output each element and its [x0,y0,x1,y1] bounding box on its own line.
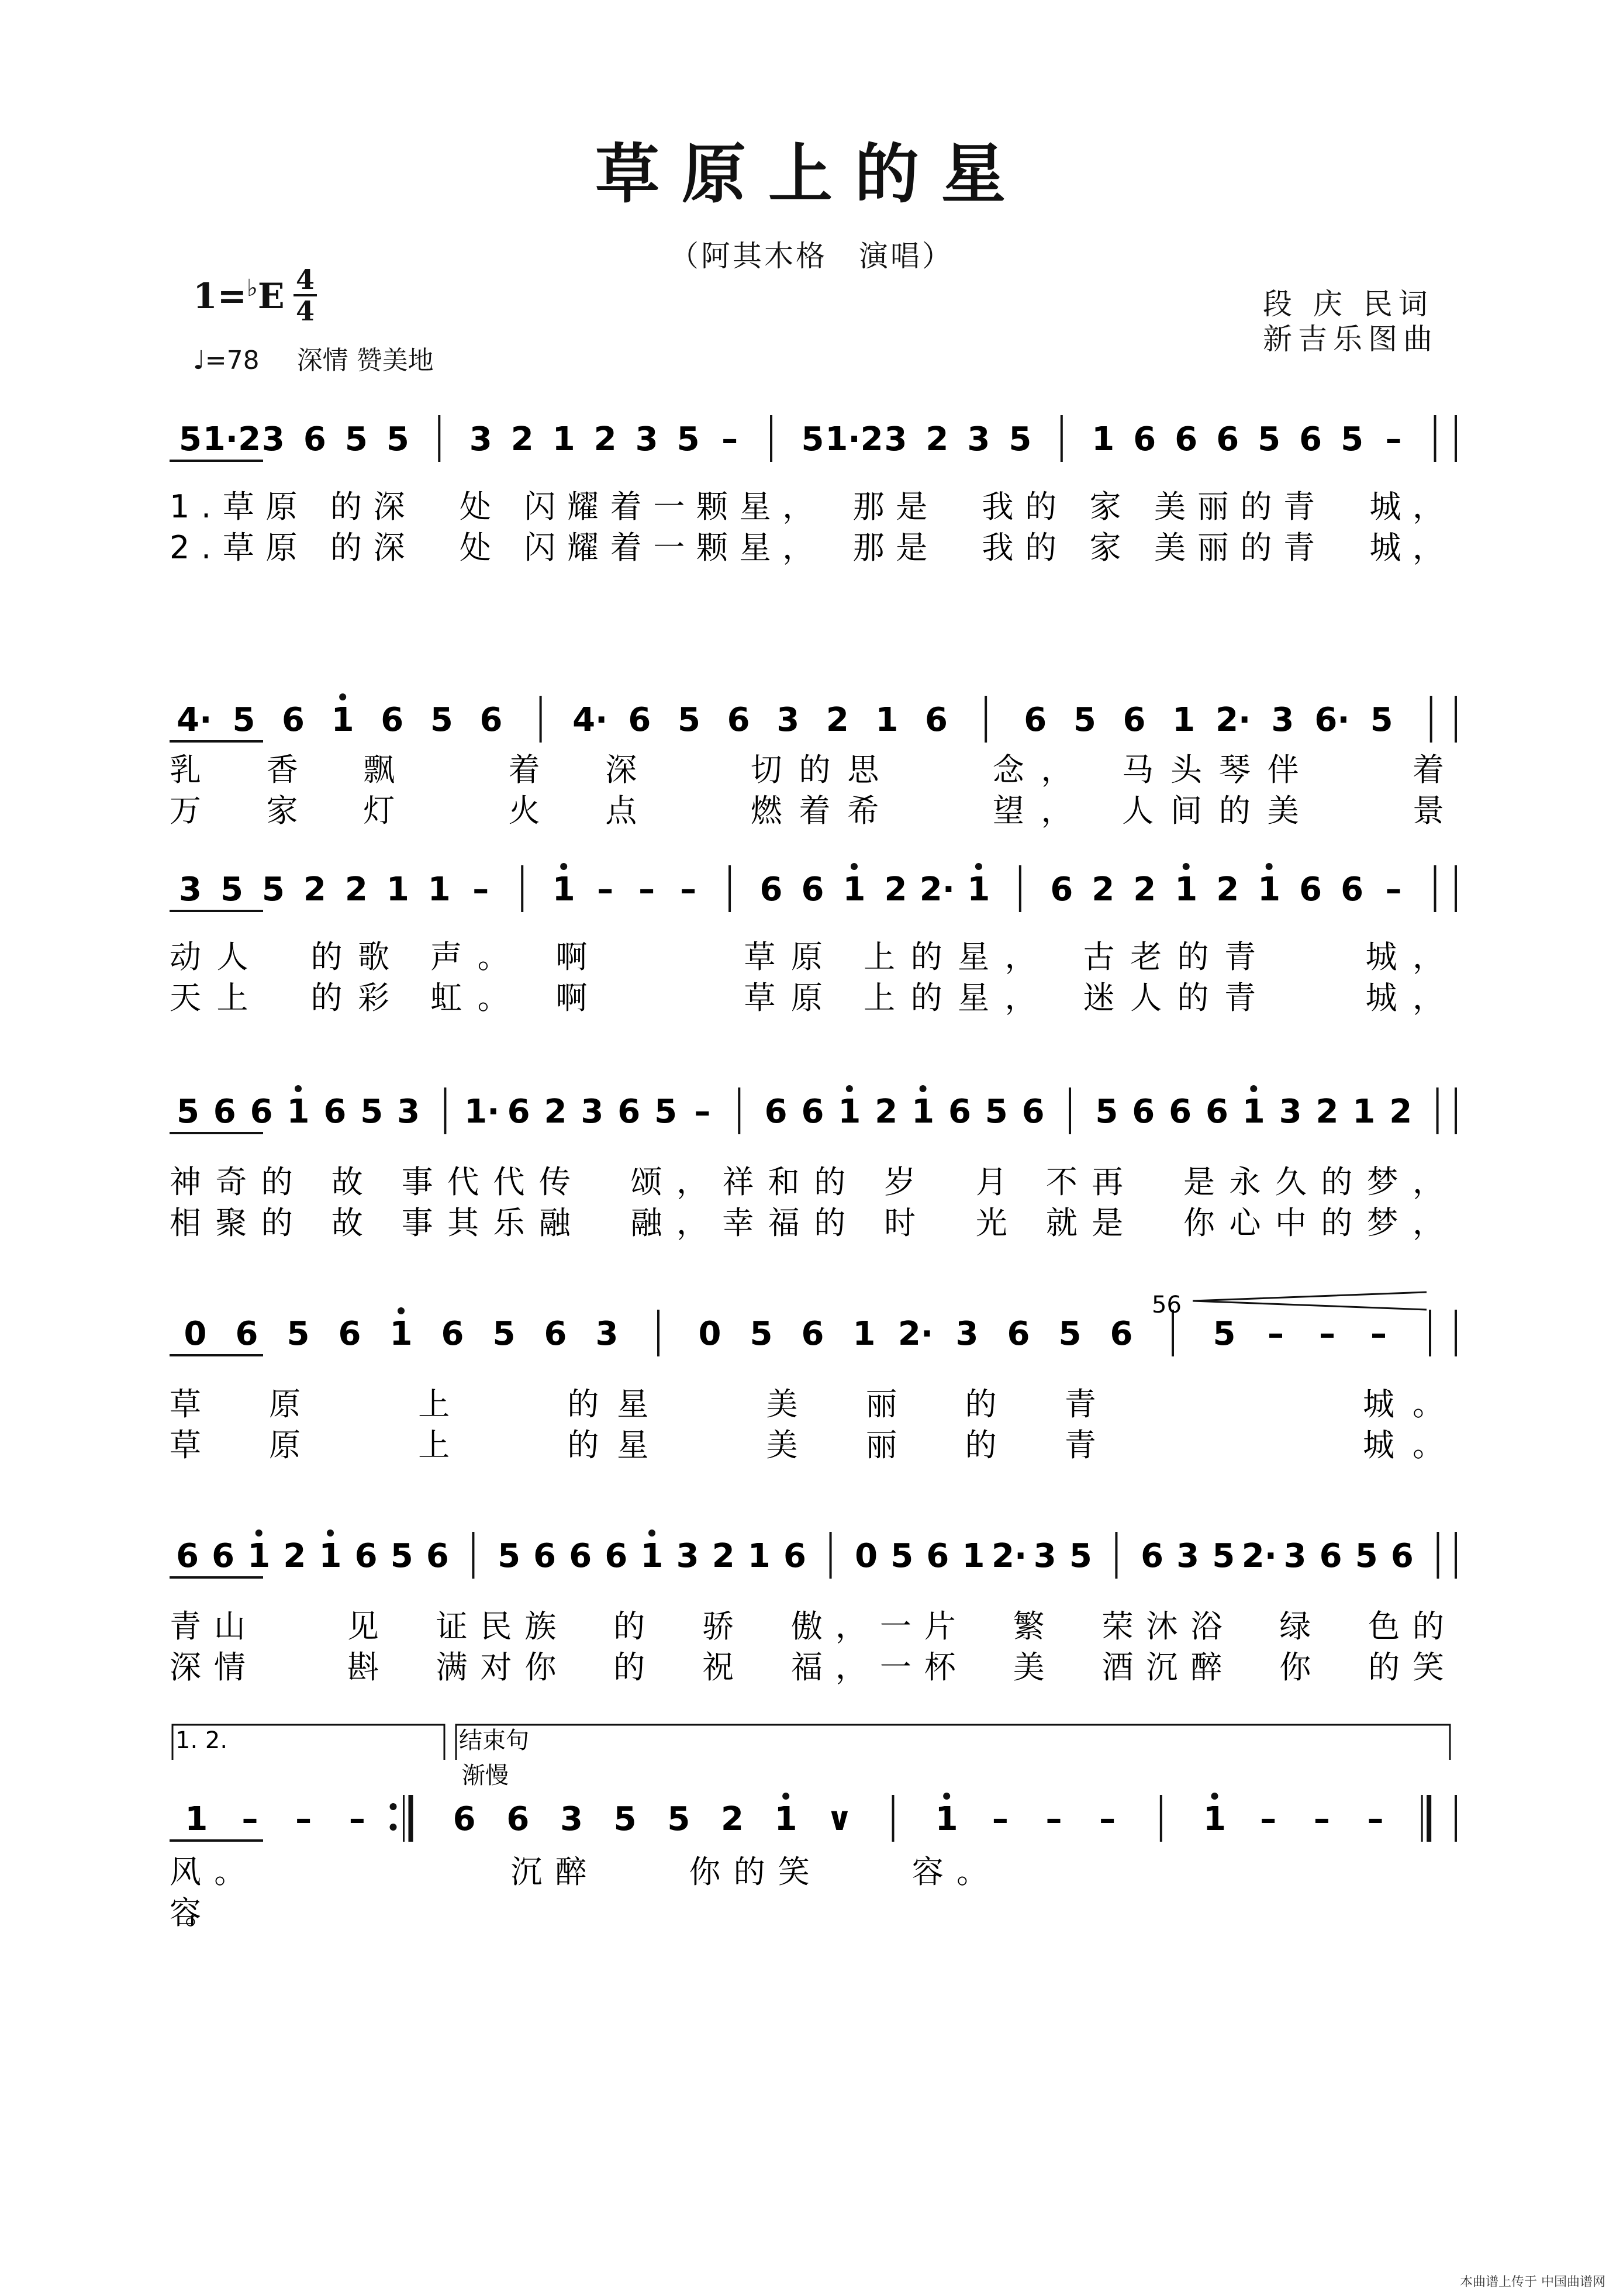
high-octave-dot [975,863,982,870]
note-token: 5 [1370,701,1393,739]
time-bottom: 4 [295,295,315,327]
note-token: 6 [212,1537,235,1575]
high-octave-dot [1250,1085,1257,1092]
note-token: 1 [911,1093,935,1131]
note-token: – [597,871,614,909]
note-token: 3 [178,871,202,909]
note-token: – [1319,1315,1335,1353]
note-token: 5 [676,420,700,458]
note-token: 0 [698,1315,721,1353]
note-token: 1·2 [825,420,883,458]
note-token: 5 [261,871,285,909]
note-token: 5 [360,1093,384,1131]
note-token: 6 [453,1800,476,1838]
note-token: 1 [962,1537,985,1575]
note-token: 3 [676,1537,699,1575]
note-token: 2 [283,1537,306,1575]
note-token: 6 [759,871,783,909]
note-token: – [1268,1315,1284,1353]
note-token: 6 [926,1537,949,1575]
note-token: 1 [838,1093,861,1131]
lyric-verse-1: 风。 沉醉 你的笑 容。 [170,1853,988,1890]
note-token: 5 [430,701,453,739]
note-token: – [472,871,489,909]
high-octave-dot [1211,1793,1218,1800]
note-token: 6 [801,1093,824,1131]
lyric-verse-1: 草 原 上 的星 美 丽 的 青 城。 [170,1386,1444,1423]
note-token: 1 [1172,701,1196,739]
note-token: – [241,1800,258,1838]
note-token: 6· [1314,701,1350,739]
note-token: 1 [1352,1093,1376,1131]
note-token: 1 [1092,420,1115,458]
high-octave-dot [560,863,567,870]
note-token: 6 [1024,701,1047,739]
note-token: – [1260,1800,1277,1838]
note-token: 5 [498,1537,521,1575]
high-octave-dot [851,863,858,870]
note-token: 5 [801,420,824,458]
note-token: 2 [1092,871,1115,909]
lyric-verse-1: 青山 见 证民族 的 骄 傲，一片 繁 荣沐浴 绿 色的 [170,1608,1444,1645]
note-token: 5 [1069,1537,1092,1575]
key-note: E [257,276,285,317]
note-token: 5 [677,701,700,739]
lyric-verse-2: 深情 斟 满对你 的 祝 福，一杯 美 酒沉醉 你 的笑 [170,1649,1444,1686]
note-token: 6 [1299,871,1322,909]
note-token: 6 [1216,420,1239,458]
note-token: 1 [319,1537,342,1575]
note-token: 5 [1355,1537,1378,1575]
note-token: 1 [247,1537,271,1575]
note-token: 6 [426,1537,449,1575]
note-token: – [1367,1800,1384,1838]
note-token: 6 [381,701,404,739]
note-token: – [1370,1315,1387,1353]
lyric-verse-2: 容。 [170,1894,216,1931]
note-token: – [1099,1800,1116,1838]
note-token: 6 [1110,1315,1133,1353]
note-token: 2 [593,420,617,458]
ending-bracket [456,1725,1450,1760]
note-token: – [1385,871,1402,909]
note-token: 3 [955,1315,979,1353]
note-token: 6 [948,1093,971,1131]
note-token: 2 [826,701,849,739]
note-token: 2· [1241,1537,1277,1575]
note-token: 2 [510,420,534,458]
note-token: 5 [613,1800,637,1838]
high-octave-dot [920,1085,927,1092]
note-token: 6 [533,1537,557,1575]
note-token: 3 [776,701,800,739]
note-token: 2 [712,1537,735,1575]
ending-label: 结束句 [459,1727,529,1754]
note-token: 5 [220,871,243,909]
note-token: 2· [897,1315,934,1353]
note-token: 6 [1390,1537,1414,1575]
note-token: 5 [1341,420,1364,458]
note-token: 5 [176,1093,199,1131]
note-token: 6 [213,1093,236,1131]
note-token: 6 [338,1315,361,1353]
note-token: 6 [1299,420,1322,458]
performer-line: （阿其木格 演唱） [669,239,954,273]
note-token: 0 [184,1315,207,1353]
lyric-verse-1: 神奇的 故 事代代传 颂，祥和的 岁 月 不再 是永久的梦， [170,1163,1444,1200]
note-token: 3 [635,420,658,458]
note-token: 5 [344,420,368,458]
lyric-verse-2: 草 原 上 的星 美 丽 的 青 城。 [170,1427,1444,1463]
note-token: – [680,871,697,909]
note-token: 1 [1242,1093,1265,1131]
lyric-verse-1: 乳 香 飘 着 深 切的思 念， 马头琴伴 着 [170,751,1444,788]
note-token: 2 [1389,1093,1413,1131]
note-token: 5 [1258,420,1281,458]
note-token: 1 [286,1093,310,1131]
note-token: 1 [875,701,899,739]
note-token: 5 [178,420,202,458]
high-octave-dot [648,1529,655,1537]
note-token: 1 [640,1537,664,1575]
note-token: 6 [1123,701,1146,739]
composer-credit: 新吉乐图曲 [1263,322,1438,356]
note-token: 5 [1213,1315,1236,1353]
lyric-verse-2: 天上 的彩 虹。 啊 草原 上的星， 迷人的青 城， [170,979,1444,1016]
note-token: ∨ [826,1800,853,1838]
note-token: 5 [1095,1093,1118,1131]
repeat-dot [390,1824,397,1831]
lyric-verse-2: 相聚的 故 事其乐融 融，幸福的 时 光 就是 你心中的梦， [170,1204,1444,1241]
high-octave-dot [339,693,346,700]
expression-text: 深情 赞美地 [296,346,434,375]
note-token: 2 [875,1093,898,1131]
note-token: – [992,1800,1009,1838]
high-octave-dot [846,1085,853,1092]
note-token: 5 [1212,1537,1235,1575]
note-token: 0 [855,1537,878,1575]
note-token: 5 [390,1537,413,1575]
song-title: 草原上的星 [595,136,1028,212]
note-token: 6 [303,420,326,458]
note-token: 1 [935,1800,958,1838]
note-token: 1 [386,871,409,909]
note-token: 6 [1169,1093,1192,1131]
note-token: 1 [747,1537,771,1575]
volta-label: 1. 2. [175,1727,228,1754]
note-token: 2 [884,871,907,909]
grace-note: 56 [1152,1292,1182,1318]
note-token: 1 [1203,1800,1226,1838]
note-token: 1 [552,420,575,458]
note-token: 3 [967,420,990,458]
note-token: 6 [1133,420,1156,458]
note-token: 6 [617,1093,641,1131]
note-token: 5 [232,701,255,739]
high-octave-dot [255,1529,263,1537]
note-token: 6 [544,1315,567,1353]
note-token: 6 [1319,1537,1342,1575]
note-token: 6 [569,1537,592,1575]
note-token: 2 [303,871,326,909]
note-token: 3 [1279,1093,1302,1131]
note-token: 1 [842,871,866,909]
note-token: 2 [926,420,949,458]
key-prefix: 1= [193,276,247,317]
note-token: 6 [1175,420,1198,458]
note-token: – [721,420,738,458]
note-token: 6 [801,1315,824,1353]
note-token: 3 [1033,1537,1056,1575]
high-octave-dot [295,1085,302,1092]
high-octave-dot [327,1529,334,1537]
note-token: 1 [427,871,451,909]
note-token: 3 [581,1093,604,1131]
note-token: 5 [750,1315,773,1353]
note-token: 1 [774,1800,797,1838]
note-token: 5 [386,420,409,458]
note-token: 1 [1258,871,1281,909]
note-token: 3 [595,1315,619,1353]
high-octave-dot [1266,863,1273,870]
note-token: 2 [344,871,368,909]
note-token: 6 [507,1093,530,1131]
note-token: 5 [667,1800,690,1838]
note-token: – [638,871,655,909]
note-token: 6 [441,1315,464,1353]
note-token: 3 [261,420,285,458]
footer-note: 本曲谱上传于 中国曲谱网 [1460,2275,1605,2290]
note-token: 6 [282,701,305,739]
note-token: 1 [552,871,575,909]
note-token: 5 [1058,1315,1082,1353]
note-token: 6 [323,1093,347,1131]
lyricist-credit: 段 庆 民词 [1263,287,1434,321]
note-token: 6 [605,1537,628,1575]
lyric-verse-2: 万 家 灯 火 点 燃着希 望， 人间的美 景 [170,792,1444,829]
high-octave-dot [398,1307,405,1314]
note-token: 3 [560,1800,583,1838]
note-token: 6 [250,1093,273,1131]
note-token: 2 [544,1093,567,1131]
note-token: – [295,1800,312,1838]
note-token: 3 [397,1093,420,1131]
lyric-verse-1: 动人 的歌 声。 啊 草原 上的星， 古老的青 城， [170,938,1444,975]
note-token: – [1045,1800,1062,1838]
time-top: 4 [295,264,315,295]
note-token: 2 [1315,1093,1339,1131]
note-token: 1·2 [202,420,261,458]
flat-sign: ♭ [247,275,258,302]
note-token: 6 [1141,1537,1164,1575]
note-token: 6 [925,701,948,739]
note-token: 4· [572,701,608,739]
note-token: 4· [177,701,212,739]
note-token: 3 [469,420,492,458]
note-token: 5 [890,1537,914,1575]
note-token: 6 [764,1093,788,1131]
note-token: 2· [991,1537,1027,1575]
note-token: 2 [1133,871,1156,909]
note-token: 6 [235,1315,258,1353]
note-token: 5 [492,1315,516,1353]
note-token: 1· [464,1093,500,1131]
note-token: 3 [1176,1537,1200,1575]
note-token: 6 [1050,871,1073,909]
note-token: – [1313,1800,1330,1838]
note-token: 2 [1216,871,1239,909]
note-token: 5 [985,1093,1008,1131]
note-token: 2· [1215,701,1251,739]
lyric-verse-1: 1.草原 的深 处 闪耀着一颗星， 那是 我的 家 美丽的青 城， [170,488,1444,525]
note-token: 6 [727,701,750,739]
note-token: 1 [389,1315,413,1353]
note-token: 2 [721,1800,744,1838]
note-token: 2· [919,871,955,909]
note-token: 6 [783,1537,806,1575]
repeat-dot [390,1803,397,1810]
note-token: 6 [1341,871,1364,909]
note-token: 6 [1132,1093,1155,1131]
note-token: 5 [654,1093,678,1131]
note-token: 6 [628,701,651,739]
note-token: 5 [286,1315,310,1353]
note-token: 6 [354,1537,378,1575]
note-token: 3 [1283,1537,1307,1575]
note-token: 1 [1175,871,1198,909]
note-token: 1 [967,871,990,909]
note-token: 3 [1271,701,1294,739]
note-token: – [694,1093,711,1131]
note-token: 6 [176,1537,199,1575]
note-token: 3 [884,420,907,458]
note-token: 6 [1007,1315,1030,1353]
note-token: 5 [1009,420,1032,458]
note-token: 1 [185,1800,208,1838]
high-octave-dot [943,1793,950,1800]
note-token: 6 [801,871,824,909]
lyric-verse-2: 2.草原 的深 处 闪耀着一颗星， 那是 我的 家 美丽的青 城， [170,529,1444,566]
rit-marking: 渐慢 [462,1762,509,1789]
note-token: 1 [852,1315,876,1353]
high-octave-dot [782,1793,789,1800]
note-token: – [1385,420,1402,458]
high-octave-dot [1183,863,1190,870]
note-token: 6 [1205,1093,1228,1131]
note-token: 5 [1073,701,1096,739]
tempo-value: ♩=78 [193,346,260,375]
diminuendo-hairpin [1193,1292,1427,1310]
note-token: 6 [1021,1093,1045,1131]
note-token: – [348,1800,365,1838]
note-token: 6 [506,1800,530,1838]
note-token: 1 [331,701,354,739]
note-token: 6 [479,701,503,739]
